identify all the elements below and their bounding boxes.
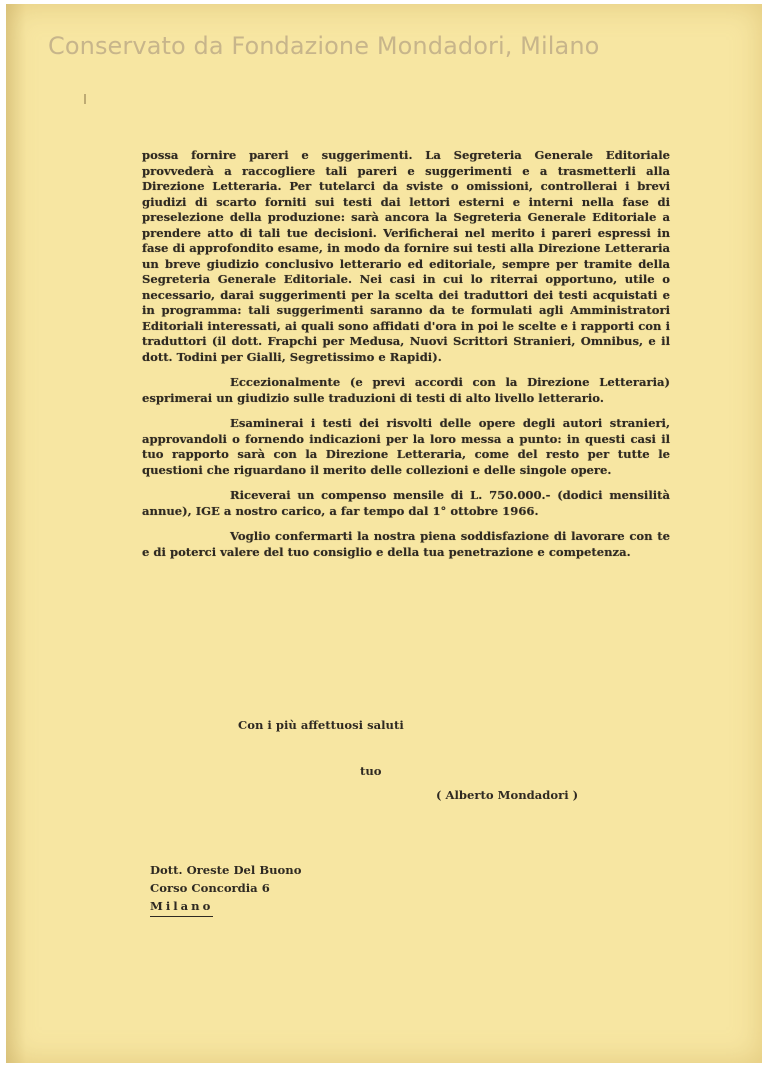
paragraph-5: Voglio confermarti la nostra piena soddisfazione di lavorare con te e di poterci valere del tuo consiglio e della tua penetrazione e competenza.: [142, 529, 670, 559]
paragraph-1: possa fornire pareri e suggerimenti. La Segreteria Generale Editoriale provvederà a raccogliere tali pareri e suggerimenti e a trasmetterli alla Direzione Letteraria. Per tutelarci da sviste o omissioni, controllerai i brevi giudizi di scarto forniti sui testi dai lettori esterni e interni nella fase di preselezione della produzione: sarà ancora la Segreteria Generale Editoriale a prendere atto di tali tue decisioni. Verificherai nel merito i pareri espressi in fase di approfondito esame, in modo da fornire sui testi alla Direzione Letteraria un breve giudizio conclusivo letterario ed editoriale, sempre per tramite della Segreteria Generale Editoriale. Nei casi in cui lo riterrai opportuno, utile o necessario, darai suggerimenti per la scelta dei traduttori dei testi acquistati e in programma: tali suggerimenti saranno da te formulati agli Amministratori Editoriali interessati, ai quali sono affidati d'ora in poi le scelte e i rapporti con i traduttori (il dott. Frapchi per Medusa, Nuovi Scrittori Stranieri, Omnibus, e il dott. Todini per Gialli, Segretissimo e Rapidi).: [142, 148, 670, 364]
valediction: tuo: [360, 764, 382, 778]
recipient-name: Dott. Oreste Del Buono: [150, 863, 302, 877]
pencil-mark: [84, 94, 86, 104]
recipient-city: Milano: [150, 897, 213, 917]
recipient-address: [150, 861, 301, 917]
signature: ( Alberto Mondadori ): [436, 788, 579, 802]
closing-salutation: Con i più affettuosi saluti: [238, 718, 404, 732]
paragraph-3: Esaminerai i testi dei risvolti delle opere degli autori stranieri, approvandoli o fornendo indicazioni per la loro messa a punto: in questi casi il tuo rapporto sarà con la Direzione Letteraria, come del resto per tutte le questioni che riguardano il merito delle collezioni e delle singole opere.: [142, 416, 670, 477]
page-edge-shadow: [6, 4, 26, 1063]
paragraph-2: Eccezionalmente (e previ accordi con la Direzione Letteraria) esprimerai un giudizio sulle traduzioni di testi di alto livello letterario.: [142, 375, 670, 405]
paragraph-4: Riceverai un compenso mensile di L. 750.000.- (dodici mensilità annue), IGE a nostro carico, a far tempo dal 1° ottobre 1966.: [142, 488, 670, 518]
archive-watermark: Conservato da Fondazione Mondadori, Milano: [48, 32, 600, 60]
letter-body: [142, 148, 670, 570]
recipient-street: Corso Concordia 6: [150, 881, 270, 895]
